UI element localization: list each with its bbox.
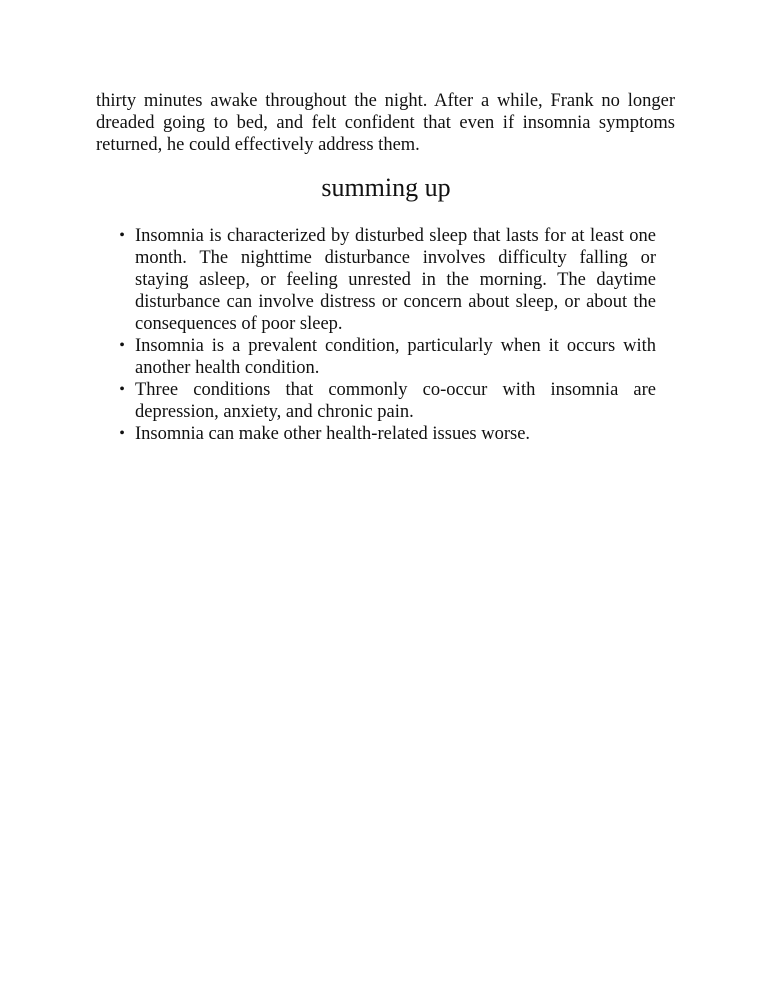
summary-bullet-list <box>119 225 656 445</box>
list-item <box>119 379 656 423</box>
intro-paragraph: thirty minutes awake throughout the night. After a while, Frank no longer dreaded going to bed, and felt confident that even if insomnia symptoms returned, he could effectively address them. <box>96 91 675 155</box>
list-item <box>119 225 656 335</box>
bullet-text: Insomnia can make other health-related issues worse. <box>135 424 531 444</box>
bullet-icon: • <box>119 227 125 244</box>
bullet-icon: • <box>119 425 125 442</box>
bullet-text: Insomnia is characterized by disturbed sleep that lasts for at least one month. The nighttime disturbance involves difficulty falling or staying asleep, or feeling unrested in the morning. The daytime disturbance can involve distress or concern about sleep, or about the consequences of poor sleep. <box>135 226 656 334</box>
section-heading: summing up <box>321 173 451 202</box>
bullet-icon: • <box>119 337 125 354</box>
bullet-text: Three conditions that commonly co-occur with insomnia are depression, anxiety, and chronic pain. <box>135 380 656 422</box>
bullet-icon: • <box>119 381 125 398</box>
list-item <box>119 335 656 379</box>
bullet-text: Insomnia is a prevalent condition, particularly when it occurs with another health condition. <box>135 336 656 378</box>
list-item <box>119 423 656 445</box>
